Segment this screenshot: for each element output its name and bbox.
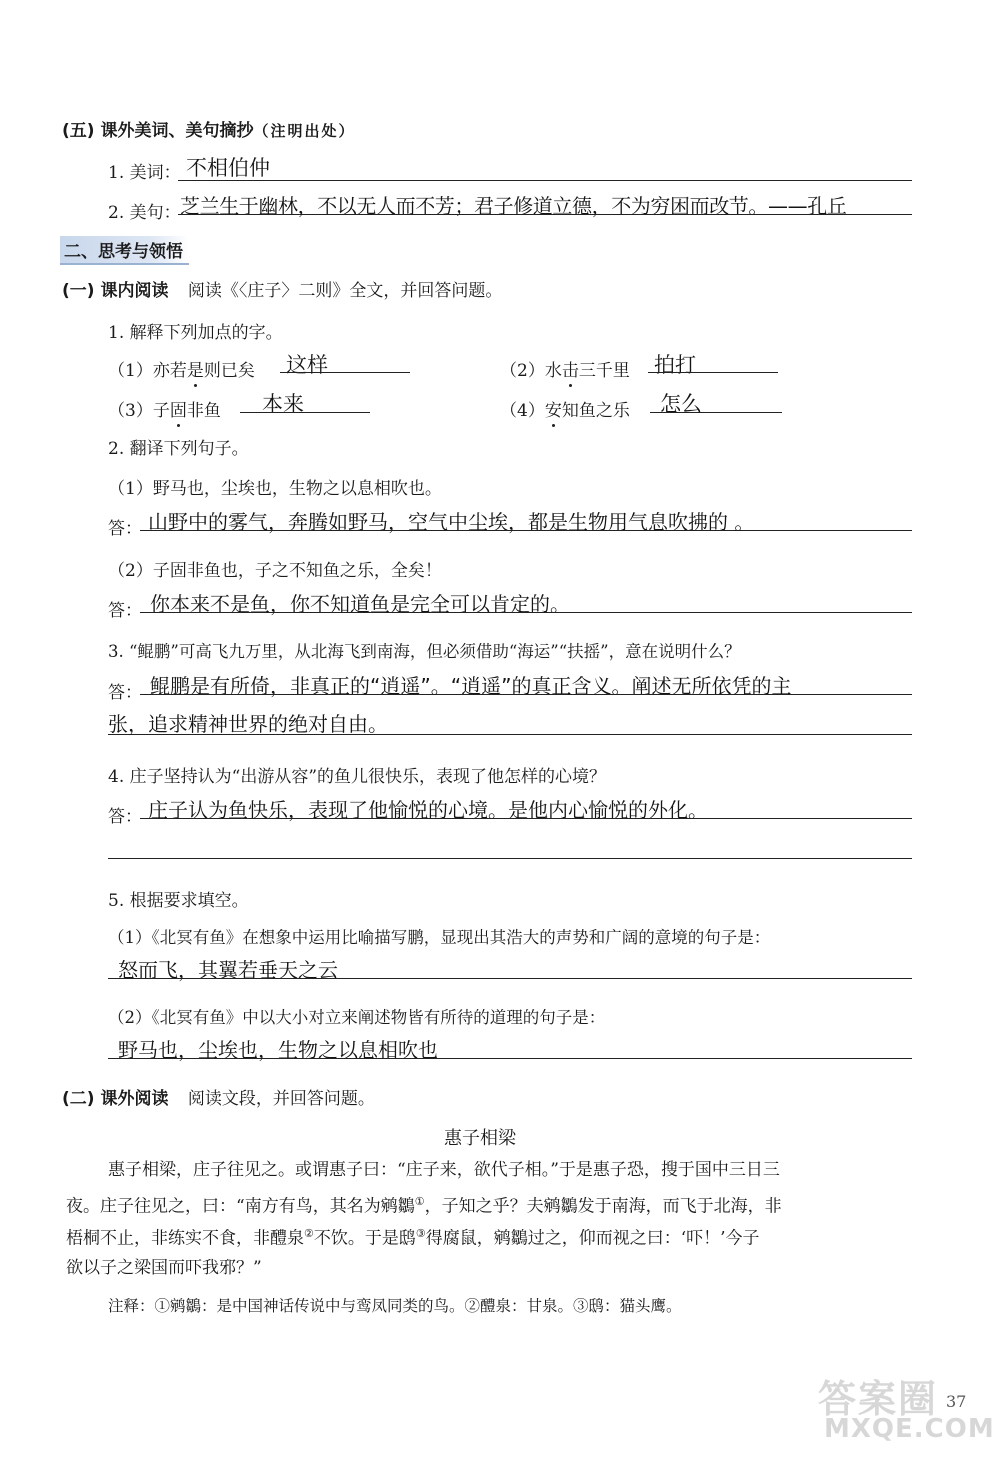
q5-answer-1-line — [108, 978, 912, 979]
q2-answer-2: 你本来不是鱼，你不知道鱼是完全可以肯定的。 — [150, 592, 570, 616]
passage-line-2b: ，子知之乎？夫鹓鶵发于南海，而飞于北海，非 — [424, 1196, 782, 1217]
q4-answer-line-1: 庄子认为鱼快乐，表现了他愉悦的心境。是他内心愉悦的外化。 — [148, 798, 708, 822]
q1-item-1-line — [280, 372, 410, 373]
footnote-ref-2: ② — [304, 1227, 314, 1240]
q1-item-3-label-b: 非鱼 — [186, 401, 221, 421]
q1-item-2-dot: 击 — [561, 361, 579, 381]
q1-item-3-answer: 本来 — [262, 392, 304, 416]
q1-item-1 — [108, 356, 255, 381]
sub1-heading: (一) 课内阅读 — [62, 281, 169, 301]
q3-answer-rule-1 — [140, 694, 912, 695]
q4-answer-rule-1 — [140, 818, 912, 819]
q2-sentence-1: （1）野马也，尘埃也，生物之以息相吹也。 — [108, 479, 442, 499]
q2-sentence-2: （2）子固非鱼也，子之不知鱼之乐，全矣！ — [108, 561, 442, 581]
q1-item-3-line — [240, 412, 370, 413]
q1-item-2-answer: 拍打 — [654, 353, 696, 377]
q5-sentence-1: （1）《北冥有鱼》在想象中运用比喻描写鹏，显现出其浩大的声势和广阔的意境的句子是： — [108, 928, 771, 947]
passage-line-4: 欲以子之梁国而吓我邪？” — [66, 1258, 262, 1278]
q3-answer-rule-2 — [108, 734, 912, 735]
q3-answer-label: 答： — [108, 683, 142, 703]
q1-item-3 — [108, 396, 221, 421]
q3-answer-line-1: 鲲鹏是有所倚，非真正的“逍遥”。“逍遥”的真正含义。阐述无所依凭的主 — [150, 674, 792, 698]
sub1-heading-row — [62, 276, 502, 301]
q5-answer-2: 野马也，尘埃也，生物之以息相吹也 — [118, 1038, 438, 1062]
sub1-instruction: 阅读《〈庄子〉二则》全文，并回答问题。 — [187, 281, 503, 301]
passage-line-3b: 不饮。于是鸱 — [313, 1228, 416, 1249]
q2-answer-1: 山野中的雾气，奔腾如野马，空气中尘埃，都是生物用气息吹拂的 。 — [148, 510, 755, 534]
q1-prompt: 1. 解释下列加点的字。 — [108, 323, 283, 343]
q1-item-1-dot: 是 — [186, 361, 204, 381]
passage-line-3c: 得腐鼠，鹓鶵过之，仰而视之曰：‘吓！’今子 — [425, 1228, 760, 1249]
passage-line-1: 惠子相梁，庄子往见之。或谓惠子曰：“庄子来，欲代子相。”于是惠子恐，搜于国中三日三 — [108, 1160, 780, 1180]
q2-answer-2-line — [140, 612, 912, 613]
q1-item-1-answer: 这样 — [286, 353, 328, 377]
passage-notes: 注释：①鹓鶵：是中国神话传说中与鸾凤同类的鸟。②醴泉：甘泉。③鸱：猫头鹰。 — [108, 1297, 682, 1315]
section5-item1-line — [178, 180, 912, 181]
passage-line-2a: 夜。庄子往见之，曰：“南方有鸟，其名为鹓鶵 — [66, 1196, 415, 1217]
footnote-ref-3: ③ — [415, 1227, 426, 1240]
q5-sentence-2: （2）《北冥有鱼》中以大小对立来阐述物皆有所待的道理的句子是： — [108, 1008, 606, 1027]
q1-item-2 — [500, 356, 630, 381]
q4-answer-label: 答： — [108, 807, 142, 827]
passage-line-3a: 梧桐不止，非练实不食，非醴泉 — [66, 1228, 304, 1249]
part2-banner: 二、思考与领悟 — [60, 236, 189, 265]
q2-prompt: 2. 翻译下列句子。 — [108, 439, 249, 459]
q1-item-2-label-a: （2）水 — [500, 361, 562, 381]
q1-item-4-label-a: （4） — [500, 401, 545, 421]
passage-line-3 — [66, 1228, 760, 1248]
q2-answer-1-label: 答： — [108, 519, 142, 539]
q5-answer-2-line — [108, 1058, 912, 1059]
q1-item-1-label-a: （1）亦若 — [108, 361, 187, 381]
q1-item-4-dot: 安 — [544, 401, 562, 421]
q1-item-2-label-b: 三千里 — [578, 361, 630, 381]
section5-item2-answer: 芝兰生于幽林，不以无人而不芳；君子修道立德，不为穷困而改节。——孔丘 — [180, 194, 847, 218]
q1-item-4-label-b: 知鱼之乐 — [561, 401, 630, 421]
section5-item2-line — [178, 214, 912, 215]
q2-answer-2-label: 答： — [108, 601, 142, 621]
watermark-top: 答案圈 — [818, 1377, 939, 1421]
q3-prompt: 3. “鲲鹏”可高飞九万里，从北海飞到南海，但必须借助“海运”“扶摇”，意在说明什么？ — [108, 642, 741, 661]
q2-answer-1-line — [140, 530, 912, 531]
q4-answer-rule-2 — [108, 858, 912, 859]
q1-item-4 — [500, 396, 630, 421]
section5-note: （注明出处） — [253, 122, 356, 140]
q1-item-4-answer: 怎么 — [660, 392, 702, 416]
sub2-instruction: 阅读文段，并回答问题。 — [187, 1089, 375, 1109]
section5-heading-text: (五) 课外美词、美句摘抄 — [62, 121, 254, 141]
q1-item-3-dot: 固 — [169, 401, 187, 421]
sub2-heading-row — [62, 1084, 375, 1109]
q4-prompt: 4. 庄子坚持认为“出游从容”的鱼儿很快乐，表现了他怎样的心境？ — [108, 767, 607, 787]
sub2-heading: (二) 课外阅读 — [62, 1089, 169, 1109]
passage-title: 惠子相梁 — [444, 1128, 516, 1149]
q1-item-1-label-b: 则已矣 — [203, 361, 255, 381]
q5-answer-1: 怒而飞，其翼若垂天之云 — [118, 958, 338, 982]
passage-line-2 — [66, 1196, 782, 1216]
q1-item-2-line — [648, 372, 778, 373]
watermark-bottom: MXQE.COM — [824, 1414, 995, 1444]
section5-item1-label: 1. 美词： — [108, 163, 181, 183]
q1-item-3-label-a: （3）子 — [108, 401, 170, 421]
section5-heading — [62, 116, 355, 141]
q3-answer-line-2: 张，追求精神世界的绝对自由。 — [108, 712, 388, 736]
section5-item1-answer: 不相伯仲 — [186, 156, 270, 180]
q5-prompt: 5. 根据要求填空。 — [108, 891, 249, 911]
section5-item2-label: 2. 美句： — [108, 203, 181, 223]
footnote-ref-1: ① — [414, 1195, 425, 1208]
page-number: 37 — [946, 1392, 967, 1411]
q1-item-4-line — [650, 412, 782, 413]
